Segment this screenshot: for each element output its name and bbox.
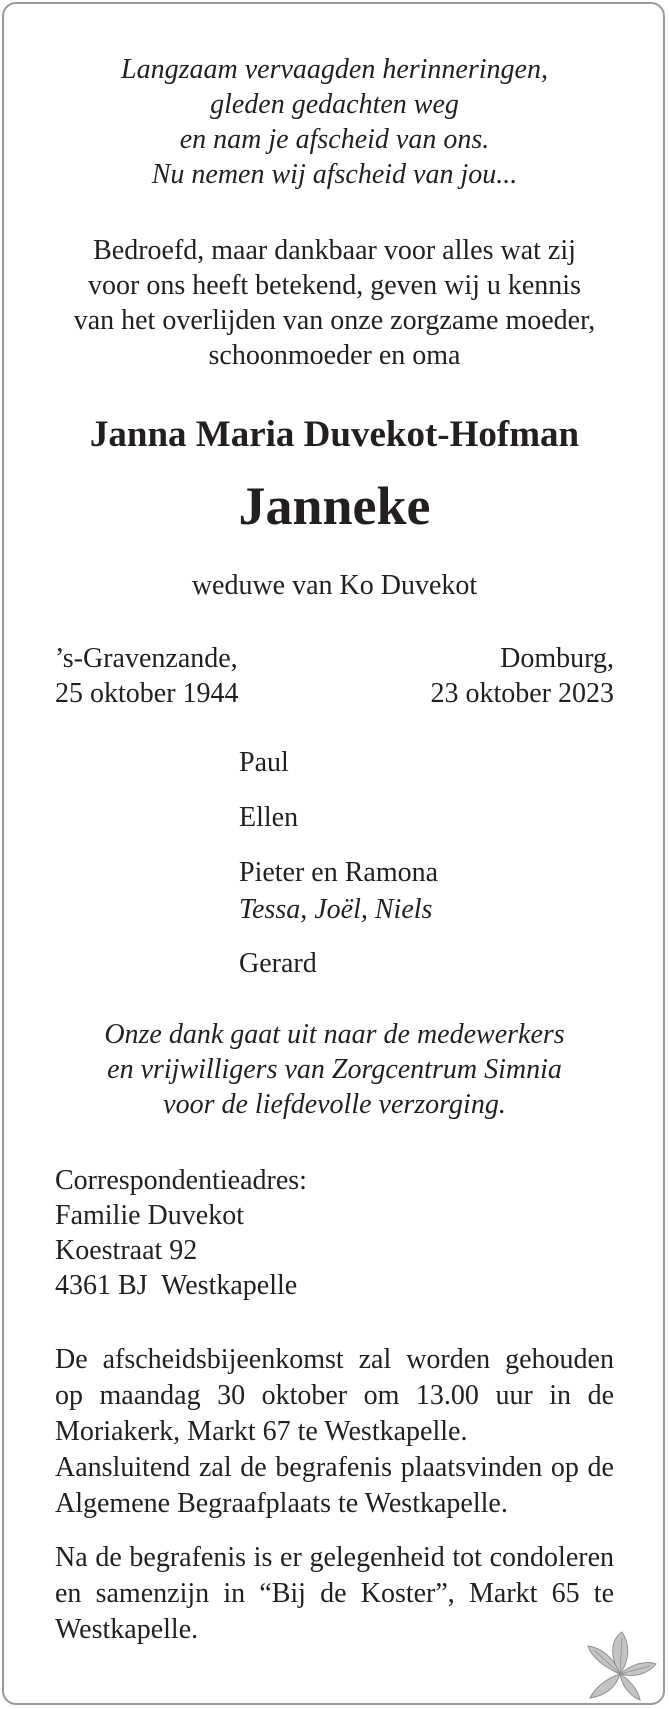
flower-icon	[580, 1628, 658, 1702]
condolence-line: en samenzijn in “Bij de Koster”, Markt 65 te	[55, 1578, 614, 1609]
deceased-full-name: Janna Maria Duvekot-Hofman	[89, 414, 580, 455]
poem-line: Langzaam vervaagden herinneringen,	[121, 54, 548, 85]
poem-line: Nu nemen wij afscheid van jou...	[151, 159, 518, 190]
family-member: Pieter en Ramona	[239, 857, 439, 888]
birth-place: ’s-Gravenzande,	[55, 643, 238, 674]
deceased-nickname: Janneke	[238, 476, 431, 536]
address-line: Familie Duvekot	[55, 1200, 244, 1231]
ceremony-line: op maandag 30 oktober om 13.00 uur in de	[55, 1380, 614, 1411]
family-member: Gerard	[239, 948, 317, 979]
thanks-text	[0, 1017, 669, 1122]
ceremony-line: Algemene Begraafplaats te Westkapelle.	[55, 1488, 508, 1519]
death-info	[430, 641, 614, 711]
ceremony-info	[55, 1342, 614, 1522]
intro-text	[0, 233, 669, 373]
address-line: 4361 BJ Westkapelle	[55, 1270, 298, 1301]
correspondence-address	[55, 1163, 307, 1303]
condolence-info	[55, 1540, 614, 1648]
thanks-line: voor de liefdevolle verzorging.	[163, 1089, 506, 1120]
family-member: Paul	[239, 747, 289, 778]
family-member: Ellen	[239, 802, 299, 833]
condolence-line: Westkapelle.	[55, 1614, 199, 1645]
poem-line: gleden gedachten weg	[210, 89, 459, 120]
death-place: Domburg,	[500, 643, 614, 674]
intro-line: schoonmoeder en oma	[208, 340, 461, 371]
intro-line: voor ons heeft betekend, geven wij u kennis	[88, 270, 581, 301]
ceremony-line: Aansluitend zal de begrafenis plaatsvinden op de	[55, 1452, 614, 1483]
poem-line: en nam je afscheid van ons.	[179, 124, 490, 155]
address-line: Koestraat 92	[55, 1235, 198, 1266]
poem	[0, 52, 669, 192]
ceremony-line: Moriakerk, Markt 67 te Westkapelle.	[55, 1416, 468, 1447]
thanks-line: Onze dank gaat uit naar de medewerkers	[104, 1019, 565, 1050]
thanks-line: en vrijwilligers van Zorgcentrum Simnia	[107, 1054, 562, 1085]
grandchildren: Tessa, Joël, Niels	[239, 894, 433, 925]
widow-of: weduwe van Ko Duvekot	[191, 570, 478, 601]
death-date: 23 oktober 2023	[430, 678, 614, 709]
condolence-line: Na de begrafenis is er gelegenheid tot condoleren	[55, 1542, 614, 1573]
birth-date: 25 oktober 1944	[55, 678, 239, 709]
intro-line: Bedroefd, maar dankbaar voor alles wat zij	[93, 235, 576, 266]
birth-info	[55, 641, 239, 711]
intro-line: van het overlijden van onze zorgzame moeder,	[73, 305, 596, 336]
ceremony-line: De afscheidsbijeenkomst zal worden gehouden	[55, 1344, 614, 1375]
address-line: Correspondentieadres:	[55, 1165, 307, 1196]
